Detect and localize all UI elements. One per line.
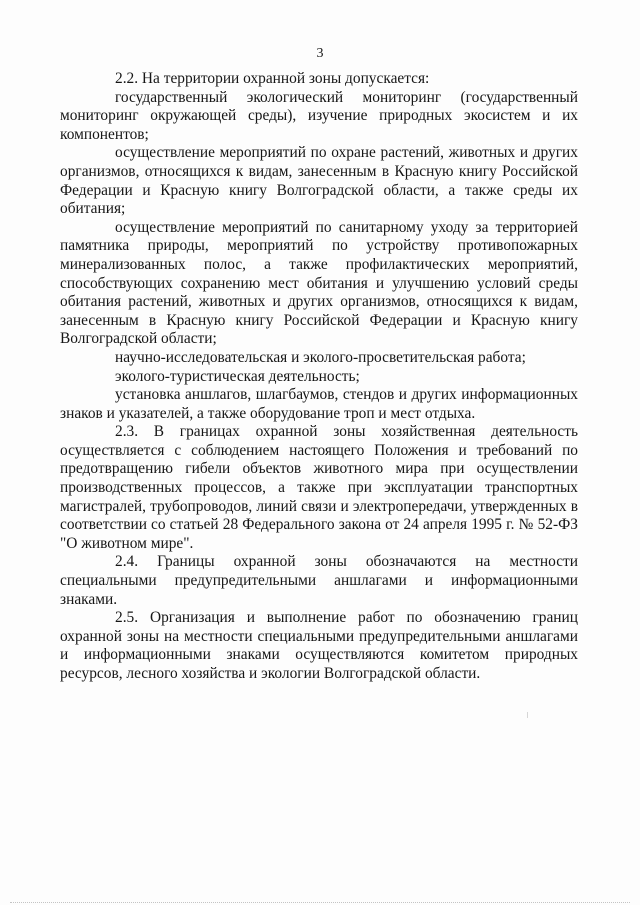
paragraph-2-5: 2.5. Организация и выполнение работ по обозначению границ охранной зоны на местности специальными предупредительными аншлагами и информационными знаками осуществляются комитетом природных ресурсов, лесного хозяйства и экологии Волгоградской области. [60,609,578,682]
paragraph-monitoring: государственный экологический мониторинг (государственный мониторинг окружающей среды), изучение природных экосистем и их компонентов; [60,88,578,143]
paragraph-2-4: 2.4. Границы охранной зоны обозначаются на местности специальными предупредительными аншлагами и информационными знаками. [60,553,578,608]
paragraph-research-work: научно-исследовательская и эколого-просветительская работа; [115,348,526,366]
paragraph-eco-tourism: эколого-туристическая деятельность; [115,367,360,385]
document-body [60,70,578,684]
scan-speck [527,712,528,718]
paragraph-protection-measures: осуществление мероприятий по охране растений, животных и других организмов, относящихся к видам, занесенным в Красную книгу Российской Федерации и Красную книгу Волгоградской области, а также среды их обитания; [60,144,578,218]
scan-edge-artifact [10,902,630,903]
paragraph-sanitary-measures: осуществление мероприятий по санитарному уходу за территорией памятника природы, мероприятий по устройству противопожарных минерализованных полос, а также профилактических мероприятий, способствующих сохранению мест обитания и улучшению условий среды обитания растений, животных и других организмов, относящихся к видам, занесенным в Красную книгу Российской Федерации и Красную книгу Волгоградской области; [60,218,578,348]
paragraph-signage-installation: установка аншлагов, шлагбаумов, стендов и других информационных знаков и указателей, а также оборудование троп и мест отдыха. [60,386,578,422]
paragraph-2-3: 2.3. В границах охранной зоны хозяйственная деятельность осуществляется с соблюдением настоящего Положения и требований по предотвращению гибели объектов животного мира при осуществлении производственных процессов, а также при эксплуатации транспортных магистралей, трубопроводов, линий связи и электропередачи, утвержденных в соответствии со статьей 28 Федерального закона от 24 апреля 1995 г. № 52-ФЗ "О животном мире". [60,423,578,552]
paragraph-2-2-heading: 2.2. На территории охранной зоны допускается: [115,70,430,87]
page-number: 3 [316,46,324,61]
